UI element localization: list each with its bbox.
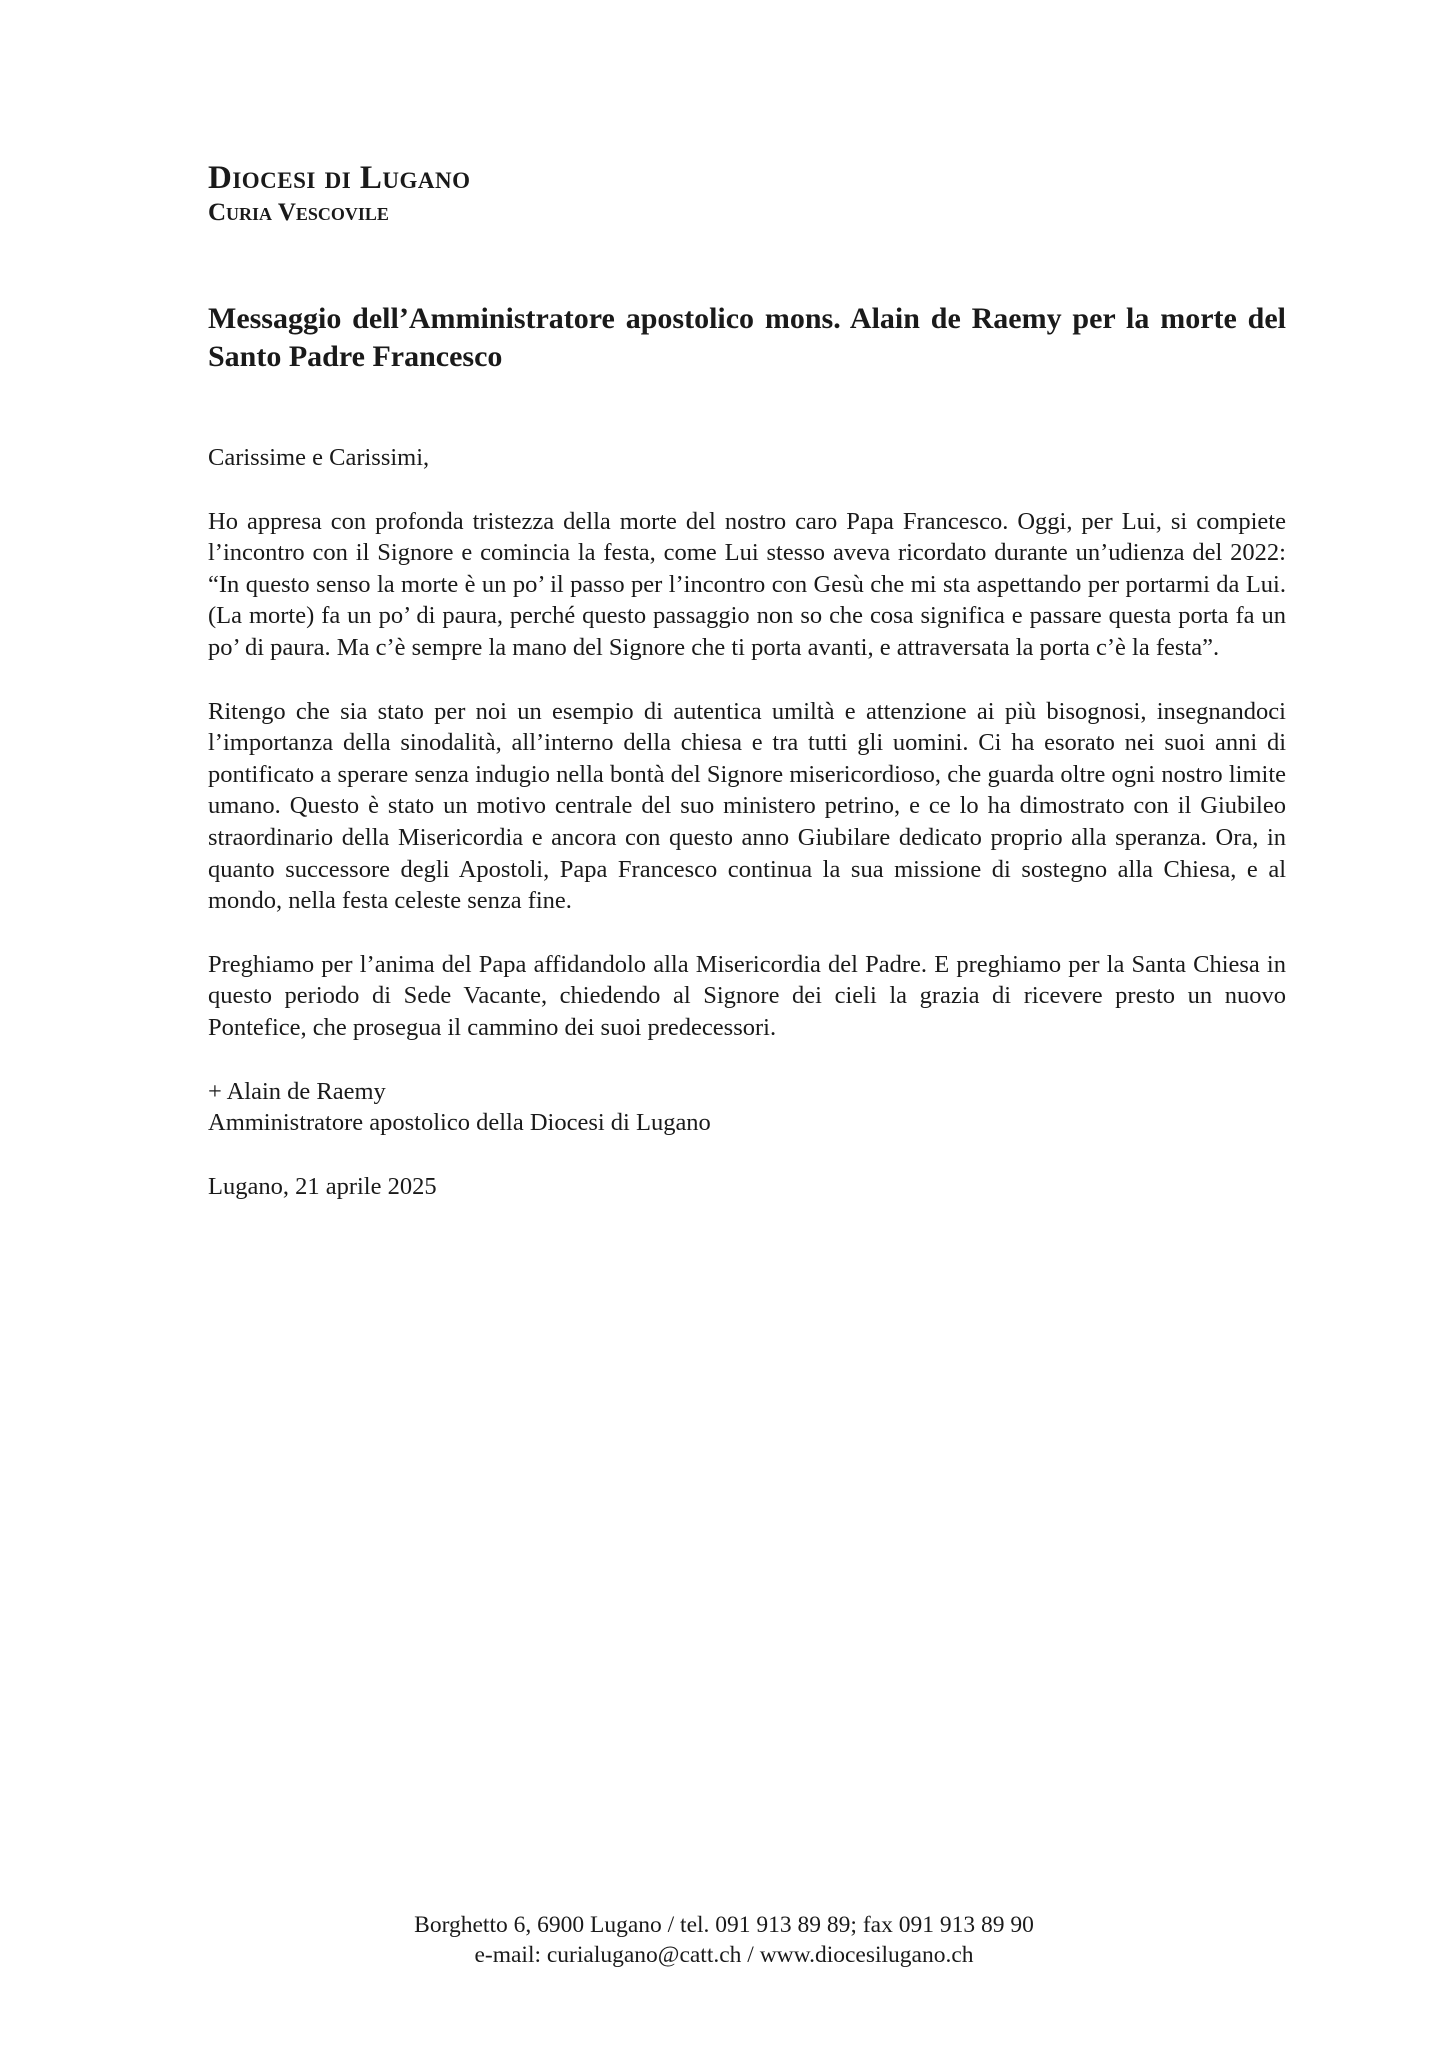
signature-role: Amministratore apostolico della Diocesi di Lugano (208, 1109, 711, 1137)
organization-subtitle: Curia Vescovile (208, 199, 389, 226)
signature-block (208, 1076, 1286, 1139)
document-title: Messaggio dell’Amministratore apostolico mons. Alain de Raemy per la morte del Santo Padre Francesco (208, 302, 1286, 373)
salutation: Carissime e Carissimi, (208, 444, 430, 471)
footer-address: Borghetto 6, 6900 Lugano / tel. 091 913 89 89; fax 091 913 89 90 (414, 1912, 1034, 1938)
paragraph-2: Ritengo che sia stato per noi un esempio di autentica umiltà e attenzione ai più bisognosi, insegnandoci l’importanza della sinodalità, all’interno della chiesa e tra tutti gli uomini. Ci ha esorato nei suoi anni di pontificato a sperare senza indugio nella bontà del Signore misericordioso, che guarda oltre ogni nostro limite umano. Questo è stato un motivo centrale del suo ministero petrino, e ce lo ha dimostrato con il Giubileo straordinario della Misericordia e ancora con questo anno Giubilare dedicato proprio alla speranza. Ora, in quanto successore degli Apostoli, Papa Francesco continua la sua missione di sostegno alla Chiesa, e al mondo, nella festa celeste senza fine. (208, 697, 1286, 915)
date-place: Lugano, 21 aprile 2025 (208, 1172, 437, 1200)
signature-name: + Alain de Raemy (208, 1077, 386, 1105)
organization-name: Diocesi di Lugano (208, 160, 471, 196)
paragraph-3: Preghiamo per l’anima del Papa affidandolo alla Misericordia del Padre. E preghiamo per la Santa Chiesa in questo periodo di Sede Vacante, chiedendo al Signore dei cieli la grazia di ricevere presto un nuovo Pontefice, che prosegua il cammino dei suoi predecessori. (208, 950, 1286, 1041)
footer-contact: e-mail: curialugano@catt.ch / www.diocesilugano.ch (474, 1942, 974, 1968)
letterhead (208, 158, 471, 228)
paragraph-1: Ho appresa con profonda tristezza della morte del nostro caro Papa Francesco. Oggi, per Lui, si compiete l’incontro con il Signore e comincia la festa, come Lui stesso aveva ricordato durante un’udienza del 2022: “In questo senso la morte è un po’ il passo per l’incontro con Gesù che mi sta aspettando per portarmi da Lui. (La morte) fa un po’ di paura, perché questo passaggio non so che cosa significa e passare questa porta fa un po’ di paura. Ma c’è sempre la mano del Signore che ti porta avanti, e attraversata la porta c’è la festa”. (208, 507, 1286, 661)
footer (0, 1910, 1448, 1970)
letter-body (208, 442, 1286, 1202)
